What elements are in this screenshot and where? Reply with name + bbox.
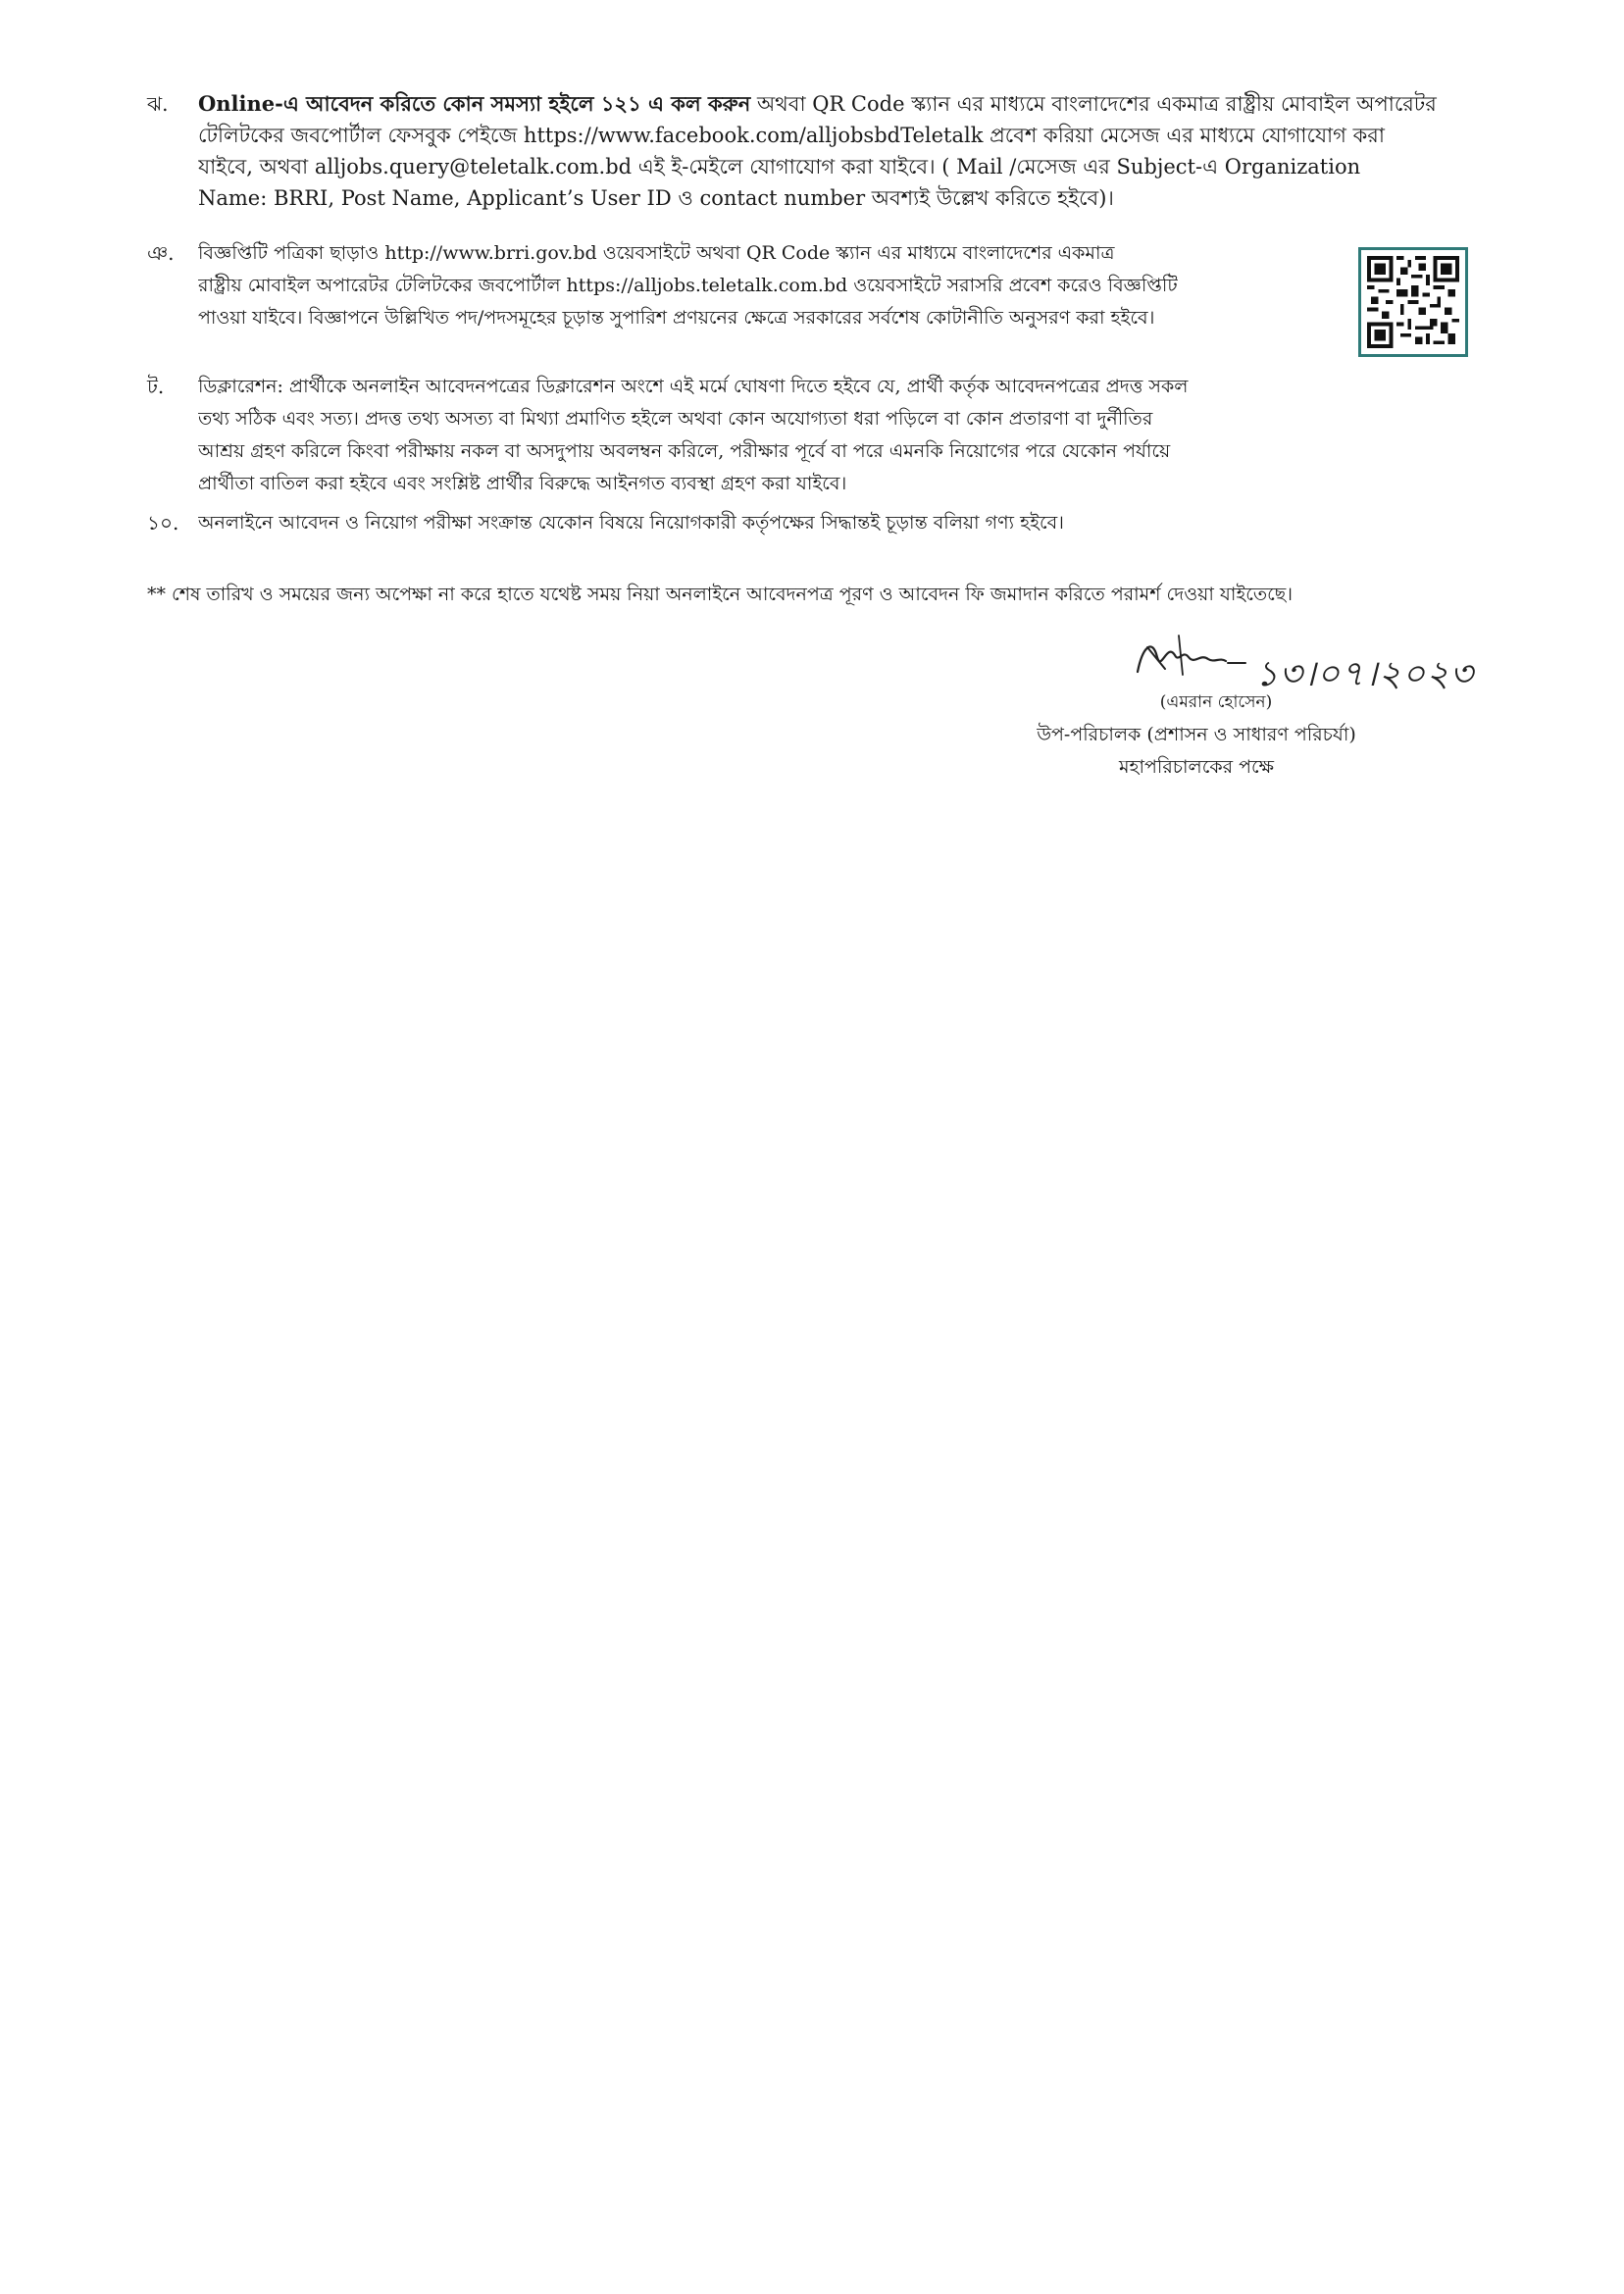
notice-item-declaration xyxy=(147,371,1334,500)
item-text xyxy=(198,237,1334,334)
item-line: ডিক্লারেশন: প্রার্থীকে অনলাইন আবেদনপত্রের ডিক্লারেশন অংশে এই মর্মে ঘোষণা দিতে হইবে যে, প্রার্থী কর্তৃক আবেদনপত্রের প্রদত্ত সকল xyxy=(198,376,1189,397)
signatory-name: (এমরান হোসেন) xyxy=(1159,692,1273,712)
item-text xyxy=(198,371,1334,500)
item-line: যাইবে, অথবা alljobs.query@teletalk.com.bd এই ই-মেইলে যোগাযোগ করা যাইবে। ( Mail /মেসেজ এর Subject-এ Organization xyxy=(198,155,1361,178)
item-line: টেলিটকের জবপোর্টাল ফেসবুক পেইজে https://www.facebook.com/alljobsbdTeletalk প্রবেশ করিয়া মেসেজ এর মাধ্যমে যোগাযোগ করা xyxy=(198,124,1385,147)
handwritten-signature xyxy=(1118,628,1255,687)
notice-item-online-help xyxy=(147,88,1481,214)
item-line: রাষ্ট্রীয় মোবাইল অপারেটর টেলিটকের জবপোর্টাল https://alljobs.teletalk.com.bd ওয়েবসাইটে সরাসরি প্রবেশ করেও বিজ্ঞপ্তিটি xyxy=(198,275,1178,296)
item-text xyxy=(198,88,1481,214)
item-line: তথ্য সঠিক এবং সত্য। প্রদত্ত তথ্য অসত্য বা মিথ্যা প্রমাণিত হইলে অথবা কোন অযোগ্যতা ধরা পড়িলে বা কোন প্রতারণা বা দুর্নীতির xyxy=(198,408,1153,430)
item-marker: ঞ. xyxy=(147,241,175,265)
signature-date: ১৩।০৭।২০২৩ xyxy=(1255,654,1474,694)
item-line: অনলাইনে আবেদন ও নিয়োগ পরীক্ষা সংক্রান্ত যেকোন বিষয়ে নিয়োগকারী কর্তৃপক্ষের সিদ্ধান্তই চূড়ান্ত বলিয়া গণ্য হইবে। xyxy=(198,512,1064,534)
item-marker: ১০. xyxy=(147,511,179,535)
bold-lead-text: Online-এ আবেদন করিতে কোন সমস্যা হইলে ১২১ এ কল করুন xyxy=(198,91,751,116)
item-line: প্রার্থীতা বাতিল করা হইবে এবং সংশ্লিষ্ট প্রার্থীর বিরুদ্ধে আইনগত ব্যবস্থা গ্রহণ করা যাইবে। xyxy=(198,473,847,494)
item-line: পাওয়া যাইবে। বিজ্ঞাপনে উল্লিখিত পদ/পদসমূহের চূড়ান্ত সুপারিশ প্রণয়নের ক্ষেত্রে সরকারের সর্বশেষ কোটানীতি অনুসরণ করা হইবে। xyxy=(198,307,1155,329)
item-text xyxy=(198,507,1481,539)
item-line: বিজ্ঞপ্তিটি পত্রিকা ছাড়াও http://www.brri.gov.bd ওয়েবসাইটে অথবা QR Code স্ক্যান এর মাধ্যমে বাংলাদেশের একমাত্র xyxy=(198,242,1115,264)
item-line: আশ্রয় গ্রহণ করিলে কিংবা পরীক্ষায় নকল বা অসদুপায় অবলম্বন করিলে, পরীক্ষার পূর্বে বা পরে এমনকি নিয়োগের পরে যেকোন পর্যায়ে xyxy=(198,440,1171,462)
deadline-note: ** শেষ তারিখ ও সময়ের জন্য অপেক্ষা না করে হাতে যথেষ্ট সময় নিয়া অনলাইনে আবেদনপত্র পূরণ ও আবেদন ফি জমাদান করিতে পরামর্শ দেওয়া যাইতেছে। xyxy=(147,584,1294,605)
item-line-rest: অথবা QR Code স্ক্যান এর মাধ্যমে বাংলাদেশের একমাত্র রাষ্ট্রীয় মোবাইল অপারেটর xyxy=(750,92,1437,116)
item-marker: ঝ. xyxy=(147,92,169,116)
notice-item-circular-availability xyxy=(147,237,1334,334)
item-line: Name: BRRI, Post Name, Applicant’s User ID ও contact number অবশ্যই উল্লেখ করিতে হইবে)। xyxy=(198,186,1114,210)
signatory-designation: উপ-পরিচালক (প্রশাসন ও সাধারণ পরিচর্যা) xyxy=(1037,724,1356,745)
item-marker: ট. xyxy=(147,375,165,398)
signatory-block xyxy=(981,687,1412,784)
notice-item-authority-decision xyxy=(147,507,1481,539)
item-line xyxy=(198,88,1481,120)
signatory-on-behalf: মহাপরিচালকের পক্ষে xyxy=(1118,756,1275,778)
qr-code-icon xyxy=(1358,247,1468,357)
